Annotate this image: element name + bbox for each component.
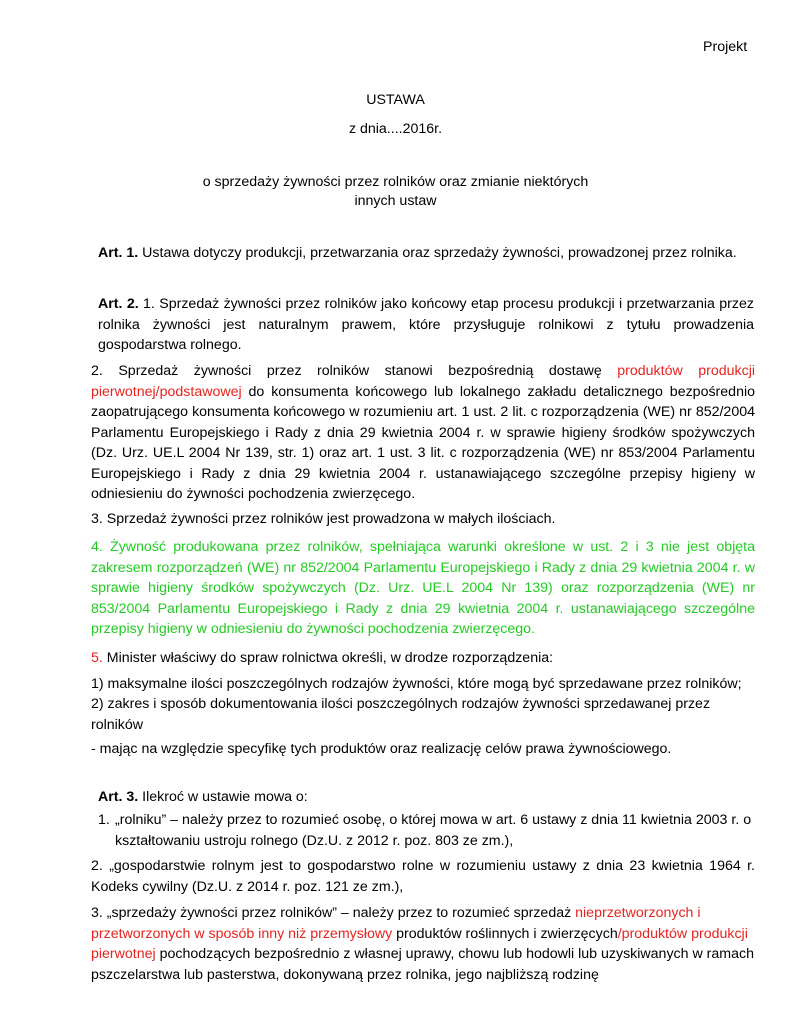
article-2-paragraph-1: Art. 2. 1. Sprzedaż żywności przez rolników jako końcowy etap procesu produkcji i przetwarzania przez rolnika żywności jest naturalnym prawem, które przysługuje rolnikowi z tytułu prowadzenia gospodarstwa rolnego. — [98, 296, 754, 353]
article-3-label: Art. 3. — [98, 789, 139, 805]
projekt-label: Projekt — [703, 39, 748, 55]
article-3-intro: Art. 3. Ilekroć w ustawie mowa o: — [98, 789, 308, 805]
act-date: z dnia....2016r. — [348, 121, 443, 137]
article-1 — [98, 243, 758, 264]
definition-3: 3. „sprzedaży żywności przez rolników” – należy przez to rozumieć sprzedaż nieprzetworzonych i przetworzonych w sposób inny niż przemysłowy produktów roślinnych i zwierzęcych/produktów produkcji pierwotnej pochodzących bezpośrednio z własnej uprawy, chowu lub hodowli lub uzyskiwanych w ramach pszczelarstwa lub pasterstwa, dokonywaną przez rolnika, jego najbliższą rodzinę — [91, 905, 754, 983]
highlight-red: nieprzetworzonych i przetworzonych w sposób inny niż przemysłowy — [91, 905, 701, 942]
article-2-paragraph-3: 3. Sprzedaż żywności przez rolników jest prowadzona w małych ilościach. — [91, 511, 556, 527]
highlight-red: /produktów produkcji pierwotnej — [91, 925, 748, 962]
list-item: 2) zakres i sposób dokumentowania ilości poszczególnych rodzajów żywności sprzedawanej przez rolników — [91, 696, 711, 733]
article-1-text: Ustawa dotyczy produkcji, przetwarzania oraz sprzedaży żywności, prowadzonej przez rolnika. — [138, 245, 737, 261]
article-2-paragraph-5: 5. Minister właściwy do spraw rolnictwa określi, w drodze rozporządzenia: — [91, 650, 554, 666]
article-2-paragraph-4: 4. Żywność produkowana przez rolników, spełniająca warunki określone w ust. 2 i 3 nie jest objęta zakresem rozporządzeń (WE) nr 852/2004 Parlamentu Europejskiego i Rady z dnia 29 kwietnia 2004 r. w sprawie higieny środków spożywczych (Dz. Urz. UE.L 2004 Nr 139) oraz rozporządzenia (WE) nr 853/2004 Parlamentu Europejskiego i Rady z dnia 29 kwietnia 2004 r. ustanawiającego szczególne przepisy higieny w odniesieniu do żywności pochodzenia zwierzęcego. — [91, 539, 755, 637]
article-1-label: Art. 1. — [98, 245, 139, 261]
paragraph-5-number: 5. — [91, 650, 103, 666]
act-subject-line1: o sprzedaży żywności przez rolników oraz zmianie niektórych — [202, 174, 589, 190]
paragraph-5-tail: - mając na względzie specyfikę tych produktów oraz realizację celów prawa żywnościowego. — [91, 741, 672, 757]
article-2-paragraph-2: 2. Sprzedaż żywności przez rolników stanowi bezpośrednią dostawę produktów produkcji pierwotnej/podstawowej do konsumenta końcowego lub lokalnego zakładu detalicznego bezpośrednio zaopatrującego konsumenta końcowego w rozumieniu art. 1 ust. 2 lit. c rozporządzenia (WE) nr 852/2004 Parlamentu Europejskiego i Rady z dnia 29 kwietnia 2004 r. w sprawie higieny środków spożywczych (Dz. Urz. UE.L 2004 Nr 139, str. 1) oraz art. 1 ust. 3 lit. c rozporządzenia (WE) nr 853/2004 Parlamentu Europejskiego i Rady z dnia 29 kwietnia 2004 r. ustanawiającego szczególne przepisy higieny w odniesieniu do żywności pochodzenia zwierzęcego. — [91, 363, 755, 502]
definition-2: 2. „gospodarstwie rolnym jest to gospodarstwo rolne w rozumieniu ustawy z dnia 23 kwietnia 1964 r. Kodeks cywilny (Dz.U. z 2014 r. poz. 121 ze zm.), — [91, 858, 755, 895]
list-item: 1) maksymalne ilości poszczególnych rodzajów żywności, które mogą być sprzedawane przez rolników; — [91, 676, 742, 692]
act-subject-line2: innych ustaw — [354, 193, 437, 209]
article-2-label: Art. 2. — [98, 296, 139, 312]
definition-1-number: 1. — [98, 812, 110, 828]
highlight-red: produktów produkcji pierwotnej/podstawowej — [91, 363, 755, 400]
act-type-title: USTAWA — [366, 92, 425, 108]
definition-1: 1. „rolniku” – należy przez to rozumieć osobę, o której mowa w art. 6 ustawy z dnia 11 kwietnia 2003 r. o kształtowaniu ustroju rolnego (Dz.U. z 2012 r. poz. 803 ze zm.), — [98, 812, 752, 849]
